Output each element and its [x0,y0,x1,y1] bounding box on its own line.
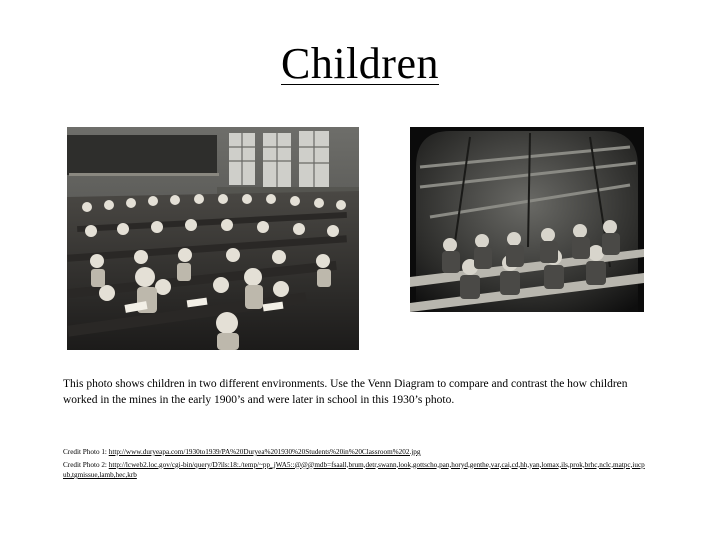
photo-description [63,376,663,408]
credit-photo-1 [63,447,648,458]
photo-credits [63,447,648,483]
credit-photo-2 [63,460,648,481]
credit-1-label: Credit Photo 1: [63,448,109,456]
slide-title: Children [281,39,439,88]
breaker-boys-mine-photo [410,127,644,312]
credit-2-label: Credit Photo 2: [63,460,109,469]
credit-2-link[interactable]: http://lcweb2.loc.gov/cgi-bin/query/D?ils:18:./temp/~pp_jWA5::@@@mdb=fsaall,brum,detr,swann,look,gottscho,pan,horyd,genthe,var,cai,cd,hh,yan,lomax,ils,prok,brhc,nclc,matpc,iucpub,tgmissue,lamb,hec,krb [63,460,645,479]
description-text: This photo shows children in two different environments. Use the Venn Diagram to compare and contrast the how children worked in the mines in the early 1900’s and were later in school in this 1930’s photo. [63,378,628,406]
credit-1-link[interactable]: http://www.duryeapa.com/1930to1939/PA%20Duryea%201930%20Students%20in%20Classroom%202.jpg [108,448,421,456]
classroom-1930s-photo [67,127,359,350]
